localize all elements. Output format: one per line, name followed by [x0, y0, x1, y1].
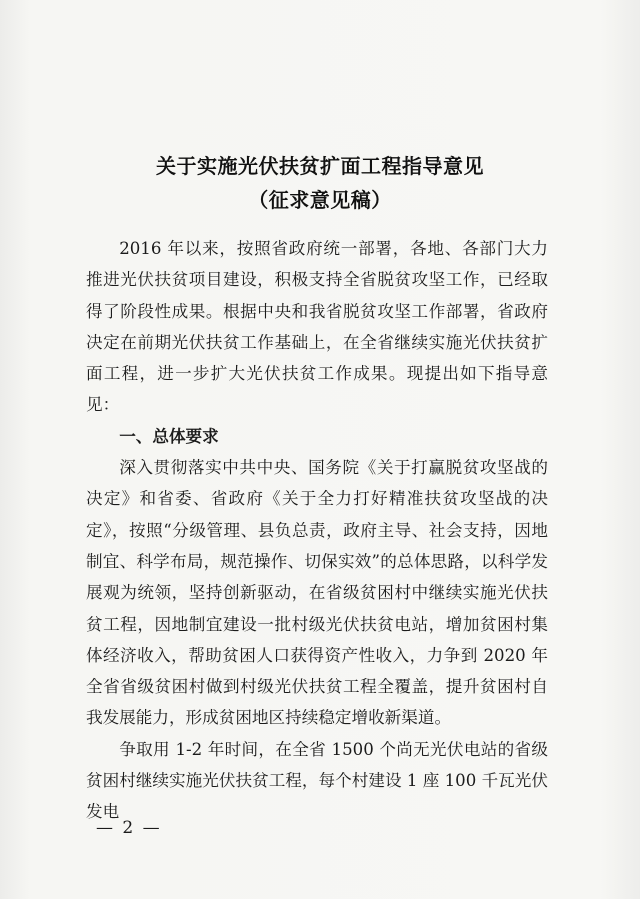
paragraph-general-requirements: 深入贯彻落实中共中央、国务院《关于打赢脱贫攻坚战的决定》和省委、省政府《关于全力打好精准扶贫攻坚战的决定》，按照“分级管理、县负总责，政府主导、社会支持，因地制宜、科学布局，规范操作、切保实效”的总体思路，以科学发展观为统领，坚持创新驱动，在省级贫困村中继续实施光伏扶贫工程，因地制宜建设一批村级光伏扶贫电站，增加贫困村集体经济收入，帮助贫困人口获得资产性收入，力争到 2020 年全省省级贫困村做到村级光伏扶贫工程全覆盖，提升贫困村自我发展能力，形成贫困地区持续稳定增收新渠道。 [86, 458, 548, 728]
document-title: 关于实施光伏扶贫扩面工程指导意见 [156, 154, 484, 178]
document-subtitle: （征求意见稿） [248, 188, 392, 212]
paragraph-goal: 争取用 1-2 年时间，在全省 1500 个尚无光伏电站的省级贫困村继续实施光伏扶贫工程，每个村建设 1 座 100 千瓦光伏发电 [86, 739, 548, 822]
paragraph-intro: 2016 年以来，按照省政府统一部署，各地、各部门大力推进光伏扶贫项目建设，积极支持全省脱贫攻坚工作，已经取得了阶段性成果。根据中央和我省脱贫攻坚工作部署，省政府决定在前期光伏扶贫工作基础上，在全省继续实施光伏扶贫扩面工程，进一步扩大光伏扶贫工作成果。现提出如下指导意见： [86, 239, 548, 415]
page-number: — 2 — [96, 818, 162, 838]
document-body [86, 233, 548, 828]
section-heading-general-requirements: 一、总体要求 [119, 426, 219, 446]
